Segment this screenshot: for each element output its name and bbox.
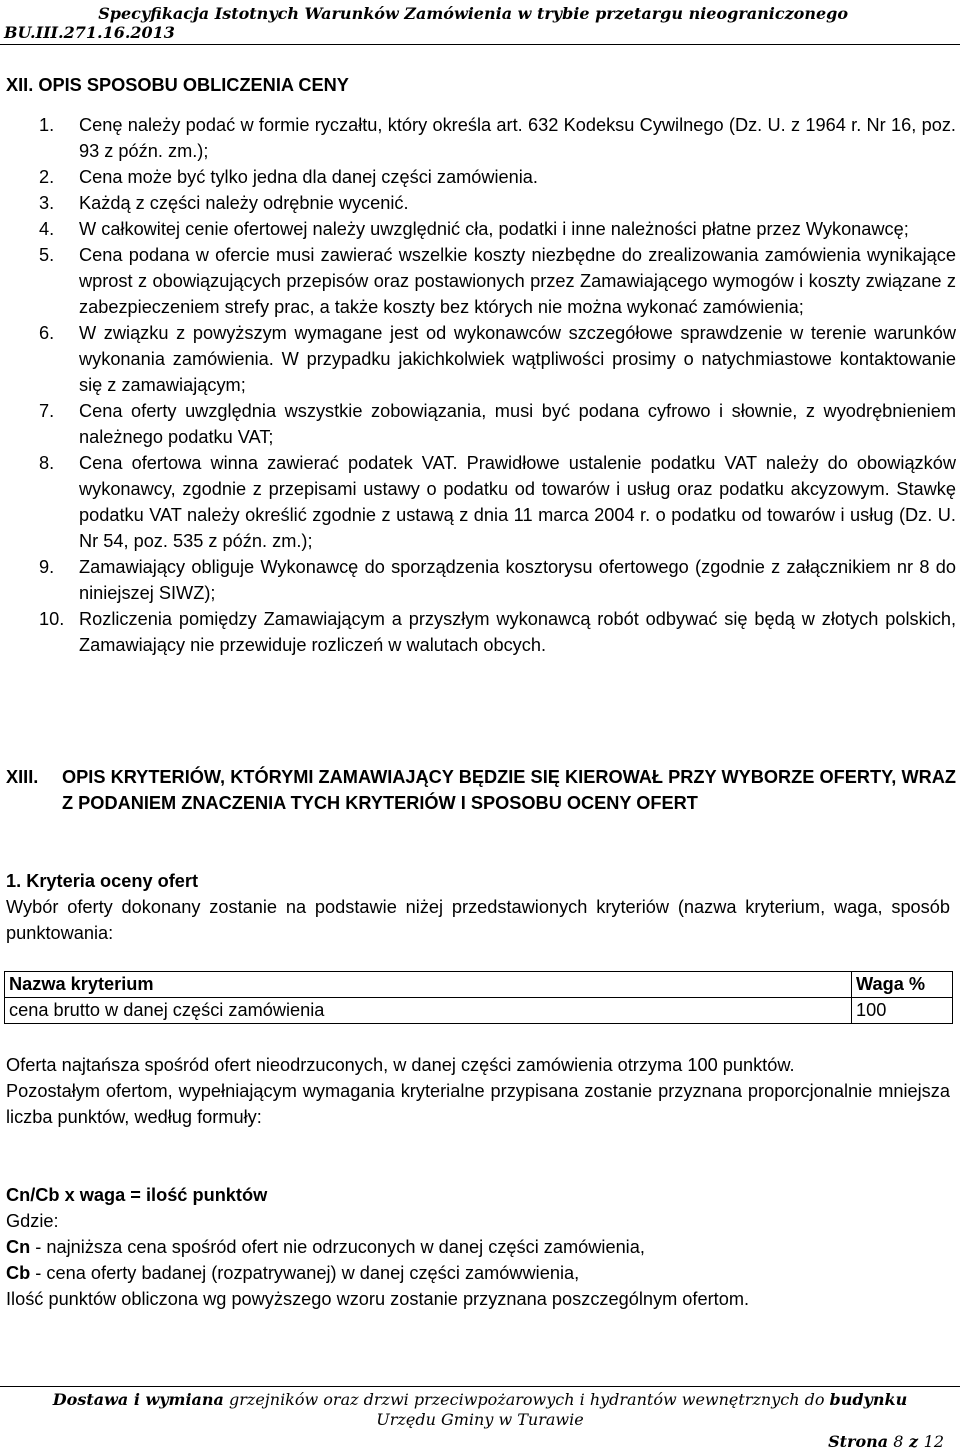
cb-term: Cb <box>6 1263 31 1283</box>
scoring-paragraph-1: Oferta najtańsza spośród ofert nieodrzuconych, w danej części zamówienia otrzyma 100 punktów. <box>6 1055 795 1075</box>
document-reference: BU.III.271.16.2013 <box>4 23 175 42</box>
formula-expression: Cn/Cb x waga = ilość punktów <box>6 1185 268 1205</box>
column-header-name: Nazwa kryterium <box>5 972 852 998</box>
table-header-row <box>5 972 953 998</box>
list-item: 1. Cenę należy podać w formie ryczałtu, który określa art. 632 Kodeksu Cywilnego (Dz. U. z 1964 r. Nr 16, poz. 93 z późn. zm.); <box>39 115 956 161</box>
column-header-weight: Waga % <box>852 972 953 998</box>
section-13-number: XIII. <box>6 767 39 787</box>
list-item: 8. Cena ofertowa winna zawierać podatek VAT. Prawidłowe ustalenie podatku VAT należy do obowiązków wykonawcy, zgodnie z przepisami ustawy o podatku od towarów i usług oraz podatku akcyzowym. Stawkę podatku VAT należy określić zgodnie z ustawą z dnia 11 marca 2004 r. o podatku od towarów i usług (Dz. U. Nr 54, poz. 535 z późn. zm.); <box>39 453 956 551</box>
formula-where: Gdzie: <box>6 1211 59 1231</box>
section-13-title: OPIS KRYTERIÓW, KTÓRYMI ZAMAWIAJĄCY BĘDZIE SIĘ KIEROWAŁ PRZY WYBORZE OFERTY, WRAZ Z PODANIEM ZNACZENIA TYCH KRYTERIÓW I SPOSOBU OCENY OFERT <box>62 767 956 813</box>
table-row <box>5 998 953 1024</box>
list-item: 5. Cena podana w ofercie musi zawierać wszelkie koszty niezbędne do zrealizowania zamówienia wynikające wprost z obowiązujących przepisów oraz postawionych przez Zamawiającego wymogów i koszty związane z zabezpieczeniem strefy prac, a także koszty bez których nie można wykonać zamówienia; <box>39 245 956 317</box>
page-number: Strona 8 z 12 <box>828 1432 944 1451</box>
criteria-table <box>4 971 953 1024</box>
page-header <box>0 0 960 46</box>
page-footer <box>0 1386 960 1452</box>
document-title: Specyfikacja Istotnych Warunków Zamówienia w trybie przetargu nieograniczonego <box>98 4 848 23</box>
list-item: 10. Rozliczenia pomiędzy Zamawiającym a przyszłym wykonawcą robót odbywać się będą w złotych polskich, Zamawiający nie przewiduje rozliczeń w walutach obcych. <box>39 609 956 655</box>
formula-cn-definition: Cn - najniższa cena spośród ofert nie odrzuconych w danej części zamówienia, <box>6 1237 645 1257</box>
scoring-paragraph-2: Pozostałym ofertom, wypełniającym wymagania kryterialne przypisana zostanie przyznana proporcjonalnie mniejsza liczba punktów, według formuły: <box>6 1081 950 1127</box>
criteria-intro: Wybór oferty dokonany zostanie na podstawie niżej przedstawionych kryteriów (nazwa kryterium, waga, sposób punktowania: <box>6 897 950 943</box>
criterion-name-cell: cena brutto w danej części zamówienia <box>5 998 852 1024</box>
criterion-weight-cell: 100 <box>852 998 953 1024</box>
scoring-description <box>6 1052 950 1130</box>
list-item: 3. Każdą z części należy odrębnie wycenić. <box>39 193 409 213</box>
formula-cb-definition: Cb - cena oferty badanej (rozpatrywanej) w danej części zamówwienia, <box>6 1263 580 1283</box>
section-13-heading <box>6 764 956 816</box>
cn-term: Cn <box>6 1237 31 1257</box>
section-12-heading: XII. OPIS SPOSOBU OBLICZENIA CENY <box>6 75 349 95</box>
list-item: 6. W związku z powyższym wymagane jest od wykonawców szczegółowe sprawdzenie w terenie warunków wykonania zamówienia. W przypadku jakichkolwiek wątpliwości prosimy o natychmiastowe kontaktowanie się z zamawiającym; <box>39 323 956 395</box>
header-divider <box>0 44 960 45</box>
list-item: 2. Cena może być tylko jedna dla danej części zamówienia. <box>39 167 538 187</box>
footer-project-title: Dostawa i wymiana grzejników oraz drzwi przeciwpożarowych i hydrantów wewnętrznych do budynku <box>52 1390 908 1409</box>
formula-section <box>6 1182 950 1312</box>
footer-divider <box>0 1386 960 1387</box>
section-13 <box>6 764 956 816</box>
section-12 <box>6 72 956 658</box>
criteria-subtitle: 1. Kryteria oceny ofert <box>6 871 199 891</box>
list-item: 4. W całkowitej cenie ofertowej należy uwzględnić cła, podatki i inne należności płatne przez Wykonawcę; <box>39 219 909 239</box>
list-item: 9. Zamawiający obliguje Wykonawcę do sporządzenia kosztorysu ofertowego (zgodnie z załącznikiem nr 8 do niniejszej SIWZ); <box>39 557 956 603</box>
list-item: 7. Cena oferty uwzględnia wszystkie zobowiązania, musi być podana cyfrowo i słownie, z wyodrębnieniem należnego podatku VAT; <box>39 401 956 447</box>
formula-summary: Ilość punktów obliczona wg powyższego wzoru zostanie przyznana poszczególnym ofertom. <box>6 1289 750 1309</box>
price-calculation-list <box>6 112 956 658</box>
criteria-section <box>6 868 950 946</box>
footer-project-location: Urzędu Gminy w Turawie <box>376 1410 584 1429</box>
